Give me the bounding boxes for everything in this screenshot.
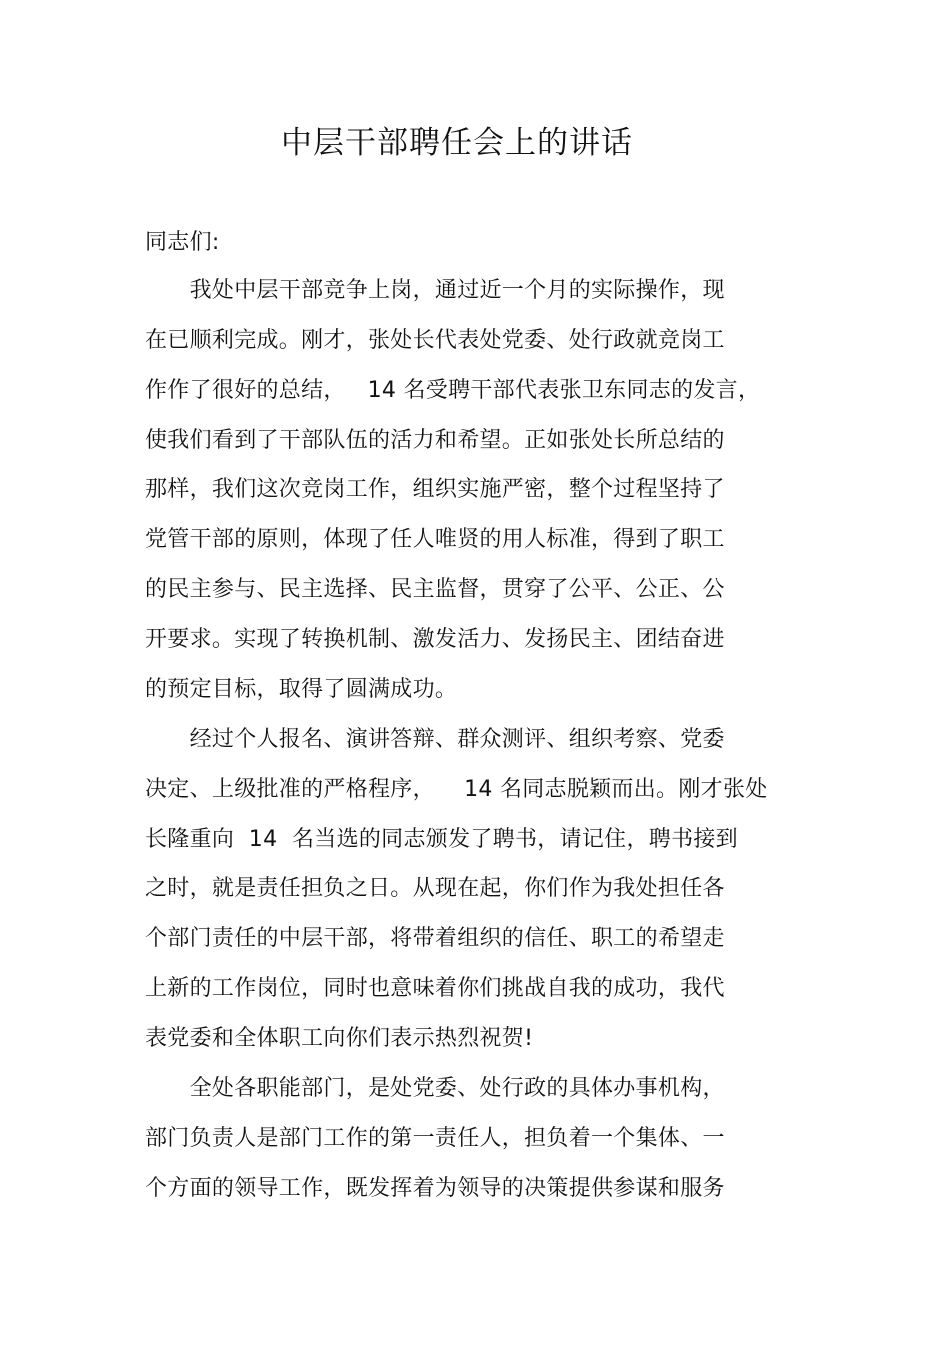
body-line: 在已顺利完成。刚才，张处长代表处党委、处行政就竞岗工 — [145, 328, 725, 353]
body-line: 上新的工作岗位，同时也意味着你们挑战自我的成功，我代 — [145, 976, 725, 1001]
body-line: 使我们看到了干部队伍的活力和希望。正如张处长所总结的 — [145, 428, 725, 453]
body-line: 全处各职能部门，是处党委、处行政的具体办事机构， — [145, 1076, 725, 1101]
body-line: 党管干部的原则，体现了任人唯贤的用人标准，得到了职工 — [145, 527, 725, 552]
body-line: 之时，就是责任担负之日。从现在起，你们作为我处担任各 — [145, 876, 725, 901]
body-line: 作作了很好的总结， 14 名受聘干部代表张卫东同志的发言， — [145, 378, 761, 403]
body-line: 开要求。实现了转换机制、激发活力、发扬民主、团结奋进 — [145, 627, 725, 652]
body-line: 个部门责任的中层干部，将带着组织的信任、职工的希望走 — [145, 926, 725, 951]
body-line: 的民主参与、民主选择、民主监督，贯穿了公平、公正、公 — [145, 577, 725, 602]
document-title: 中层干部聘任会上的讲话 — [281, 125, 633, 161]
body-line: 长隆重向 14 名当选的同志颁发了聘书，请记住，聘书接到 — [145, 827, 738, 852]
body-line: 我处中层干部竞争上岗，通过近一个月的实际操作，现 — [145, 278, 725, 303]
body-line: 经过个人报名、演讲答辩、群众测评、组织考察、党委 — [145, 727, 725, 752]
body-line: 的预定目标，取得了圆满成功。 — [145, 677, 458, 702]
salutation-line: 同志们: — [145, 230, 220, 255]
body-line: 那样，我们这次竞岗工作，组织实施严密，整个过程坚持了 — [145, 477, 725, 502]
body-line: 决定、上级批准的严格程序， 14 名同志脱颖而出。刚才张处 — [145, 777, 768, 802]
body-line: 部门负责人是部门工作的第一责任人，担负着一个集体、一 — [145, 1126, 725, 1151]
body-line: 表党委和全体职工向你们表示热烈祝贺! — [145, 1026, 534, 1051]
body-line: 个方面的领导工作，既发挥着为领导的决策提供参谋和服务 — [145, 1176, 725, 1201]
